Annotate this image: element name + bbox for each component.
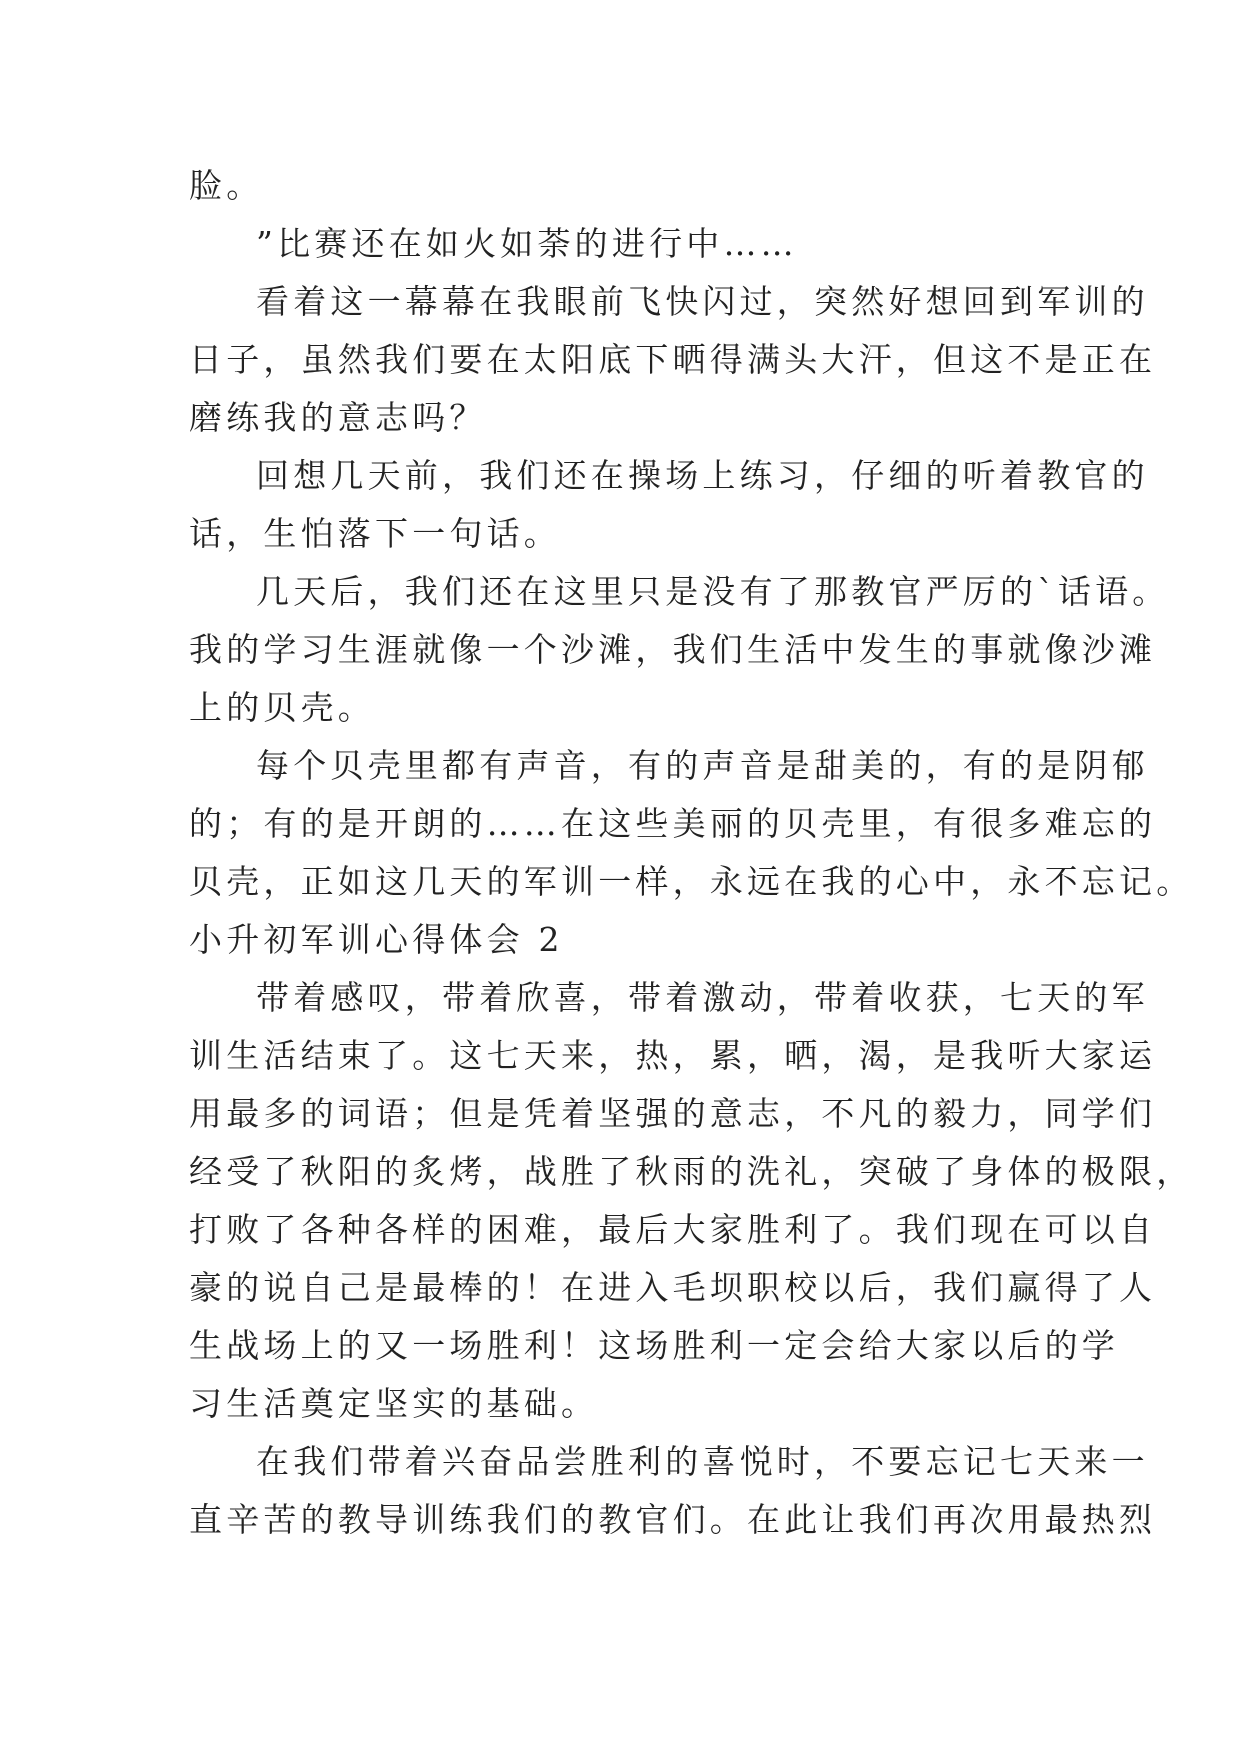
text-line: 在我们带着兴奋品尝胜利的喜悦时，不要忘记七天来一 xyxy=(256,1442,1149,1481)
text-line: 回想几天前，我们还在操场上练习，仔细的听着教官的 xyxy=(256,456,1149,495)
text-line: 的；有的是开朗的……在这些美丽的贝壳里，有很多难忘的 xyxy=(189,804,1157,843)
text-line: ”比赛还在如火如荼的进行中…… xyxy=(256,224,798,263)
text-line: 上的贝壳。 xyxy=(189,688,375,727)
text-line: 贝壳，正如这几天的军训一样，永远在我的心中，永不忘记。 xyxy=(189,862,1194,901)
text-line: 经受了秋阳的炙烤，战胜了秋雨的洗礼，突破了身体的极限， xyxy=(189,1152,1194,1191)
text-line: 带着感叹，带着欣喜，带着激动，带着收获，七天的军 xyxy=(256,978,1149,1017)
text-line: 看着这一幕幕在我眼前飞快闪过，突然好想回到军训的 xyxy=(256,282,1149,321)
text-line: 每个贝壳里都有声音，有的声音是甜美的，有的是阴郁 xyxy=(256,746,1149,785)
text-line: 训生活结束了。这七天来，热，累，晒，渴，是我听大家运 xyxy=(189,1036,1157,1075)
text-line: 话，生怕落下一句话。 xyxy=(189,514,561,553)
text-line: 生战场上的又一场胜利！这场胜利一定会给大家以后的学 xyxy=(189,1326,1119,1365)
text-line: 打败了各种各样的困难，最后大家胜利了。我们现在可以自 xyxy=(189,1210,1157,1249)
text-line: 脸。 xyxy=(189,166,264,205)
text-line: 习生活奠定坚实的基础。 xyxy=(189,1384,599,1423)
text-line: 用最多的词语；但是凭着坚强的意志，不凡的毅力，同学们 xyxy=(189,1094,1157,1133)
text-line: 豪的说自己是最棒的！在进入毛坝职校以后，我们赢得了人 xyxy=(189,1268,1157,1307)
text-line: 磨练我的意志吗？ xyxy=(189,398,487,437)
section-heading: 小升初军训心得体会 2 xyxy=(189,920,564,959)
text-line: 几天后，我们还在这里只是没有了那教官严厉的`话语。 xyxy=(256,572,1170,611)
text-line: 日子，虽然我们要在太阳底下晒得满头大汗，但这不是正在 xyxy=(189,340,1157,379)
text-line: 直辛苦的教导训练我们的教官们。在此让我们再次用最热烈 xyxy=(189,1500,1157,1539)
text-line: 我的学习生涯就像一个沙滩，我们生活中发生的事就像沙滩 xyxy=(189,630,1157,669)
